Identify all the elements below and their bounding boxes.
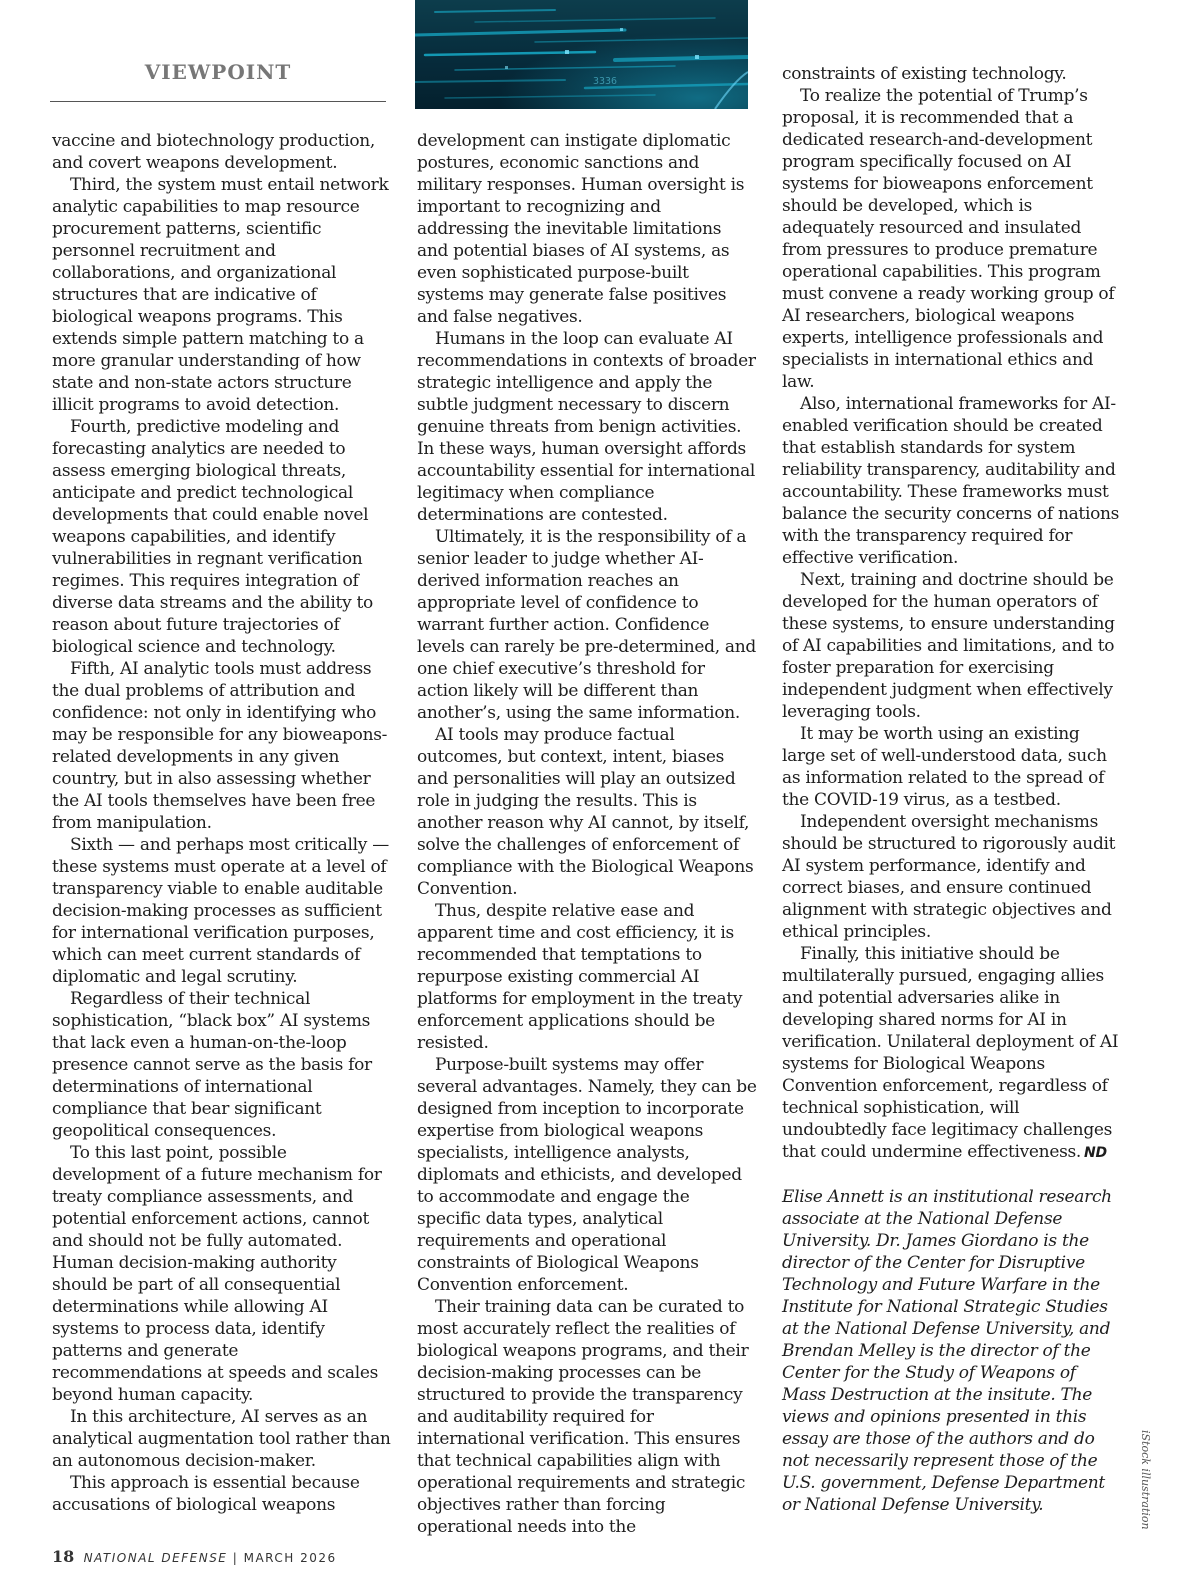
page-number: 18 — [52, 1547, 75, 1566]
paragraph: Fourth, predictive modeling and forecasting analytics are needed to assess emerging biological threats, anticipate and predict technological developments that could enable novel weapons capabilities, and identify vulnerabilities in regnant verification regimes. This requires integration of diverse data streams and the ability to reason about future trajectories of biological science and technology. — [52, 417, 373, 657]
section-divider — [50, 101, 386, 102]
paragraph: To this last point, possible development of a future mechanism for treaty compliance assessments, and potential enforcement actions, cannot and should not be fully automated. Human decision-making authority should be part of all consequential determinations while allowing AI systems to process data, identify patterns and generate recommendations at speeds and scales beyond human capacity. — [52, 1143, 382, 1405]
paragraph: Humans in the loop can evaluate AI recommendations in contexts of broader strategic intelligence and apply the subtle judgment necessary to discern genuine threats from benign activities. In these ways, human oversight affords accountability essential for international legitimacy when compliance determinations are contested. — [417, 329, 756, 525]
issue-date: MARCH 2026 — [243, 1551, 337, 1565]
paragraph: Ultimately, it is the responsibility of a senior leader to judge whether AI-derived information reaches an appropriate level of confidence to warrant further action. Confidence levels can rarely be pre-determined, and one chief executive’s threshold for action likely will be different than another’s, using the same information. — [417, 527, 756, 723]
image-credit-text: iStock illustration — [1139, 1430, 1152, 1530]
section-label: VIEWPOINT — [144, 60, 292, 84]
paragraph: Also, international frameworks for AI-enabled verification should be created that establish standards for system reliability transparency, auditability and accountability. These frameworks must balance the security concerns of nations with the transparency required for effective verification. — [782, 394, 1120, 568]
paragraph: It may be worth using an existing large set of well-understood data, such as information related to the spread of the COVID-19 virus, as a testbed. — [782, 724, 1107, 810]
paragraph: This approach is essential because accusations of biological weapons — [52, 1473, 360, 1515]
paragraph: Third, the system must entail network analytic capabilities to map resource procurement patterns, scientific personnel recruitment and collaborations, and organizational structures that are indicative of biological weapons programs. This extends simple pattern matching to a more granular understanding of how state and non-state actors structure illicit programs to avoid detection. — [52, 175, 389, 415]
footer-separator: | — [232, 1551, 239, 1565]
paragraph: development can instigate diplomatic postures, economic sanctions and military responses. Human oversight is important to recognizing and addressing the inevitable limitations and potential biases of AI systems, as even sophisticated purpose-built systems may generate false positives and false negatives. — [417, 131, 745, 327]
paragraph: Next, training and doctrine should be developed for the human operators of these systems, to ensure understanding of AI capabilities and limitations, and to foster preparation for exercising independent judgment when effectively leveraging tools. — [782, 570, 1115, 722]
digital-streak-graphic — [415, 0, 748, 109]
paragraph: To realize the potential of Trump’s proposal, it is recommended that a dedicated research-and-development program specifically focused on AI systems for bioweapons enforcement should be developed, which is adequately resourced and insulated from pressures to produce premature operational capabilities. This program must convene a ready working group of AI researchers, biological weapons experts, intelligence professionals and specialists in international ethics and law. — [782, 86, 1115, 392]
article-column-2 — [417, 130, 757, 1538]
article-column-3 — [782, 63, 1122, 1516]
hero-digits: 3336 — [593, 76, 618, 87]
paragraph: AI tools may produce factual outcomes, but context, intent, biases and personalities will play an outsized role in judging the results. This is another reason why AI cannot, by itself, solve the challenges of enforcement of compliance with the Biological Weapons Convention. — [417, 725, 754, 899]
paragraph-text: Finally, this initiative should be multilaterally pursued, engaging allies and potential adversaries alike in developing shared norms for AI in verification. Unilateral deployment of AI systems for Biological Weapons Convention enforcement, regardless of technical sophistication, will undoubtedly face legitimacy challenges that could undermine effectiveness. — [782, 944, 1119, 1162]
paragraph: Their training data can be curated to most accurately reflect the realities of biological weapons programs, and their decision-making processes can be structured to provide the transparency and auditability required for international verification. This ensures that technical capabilities align with operational requirements and strategic objectives rather than forcing operational needs into the — [417, 1297, 749, 1537]
paragraph: constraints of existing technology. — [782, 64, 1067, 84]
paragraph: vaccine and biotechnology production, and covert weapons development. — [52, 131, 376, 173]
paragraph: Fifth, AI analytic tools must address the dual problems of attribution and confidence: not only in identifying who may be responsible for any bioweapons-related developments in any given country, but in also assessing whether the AI tools themselves have been free from manipulation. — [52, 659, 388, 833]
paragraph: In this architecture, AI serves as an analytical augmentation tool rather than an autonomous decision-maker. — [52, 1407, 391, 1471]
paragraph: Purpose-built systems may offer several advantages. Namely, they can be designed from inception to incorporate expertise from biological weapons specialists, intelligence analysts, diplomats and ethicists, and developed to accommodate and engage the specific data types, analytical requirements and operational constraints of Biological Weapons Convention enforcement. — [417, 1055, 757, 1295]
page-footer — [52, 1547, 337, 1566]
hero-illustration — [415, 0, 748, 109]
paragraph: Thus, despite relative ease and apparent time and cost efficiency, it is recommended that temptations to repurpose existing commercial AI platforms for employment in the treaty enforcement applications should be resisted. — [417, 901, 743, 1053]
end-mark: ND — [1084, 1145, 1107, 1161]
paragraph: Regardless of their technical sophistication, “black box” AI systems that lack even a human-on-the-loop presence cannot serve as the basis for determinations of international compliance that bear significant geopolitical consequences. — [52, 989, 372, 1141]
final-paragraph — [782, 943, 1122, 1164]
paragraph: Sixth — and perhaps most critically — these systems must operate at a level of transparency viable to enable auditable decision-making processes as sufficient for international verification purposes, which can meet current standards of diplomatic and legal scrutiny. — [52, 835, 389, 987]
publication-name: NATIONAL DEFENSE — [83, 1551, 228, 1565]
article-column-1 — [52, 130, 392, 1516]
paragraph: Independent oversight mechanisms should be structured to rigorously audit AI system performance, identify and correct biases, and ensure continued alignment with strategic objectives and ethical principles. — [782, 812, 1116, 942]
author-bio: Elise Annett is an institutional research associate at the National Defense University. Dr. James Giordano is the director of the Center for Disruptive Technology and Future Warfare in the Institute for National Strategic Studies at the National Defense University, and Brendan Melley is the director of the Center for the Study of Weapons of Mass Destruction at the insitute. The views and opinions presented in this essay are those of the authors and do not necessarily represent those of the U.S. government, Defense Department or National Defense University. — [782, 1187, 1112, 1515]
